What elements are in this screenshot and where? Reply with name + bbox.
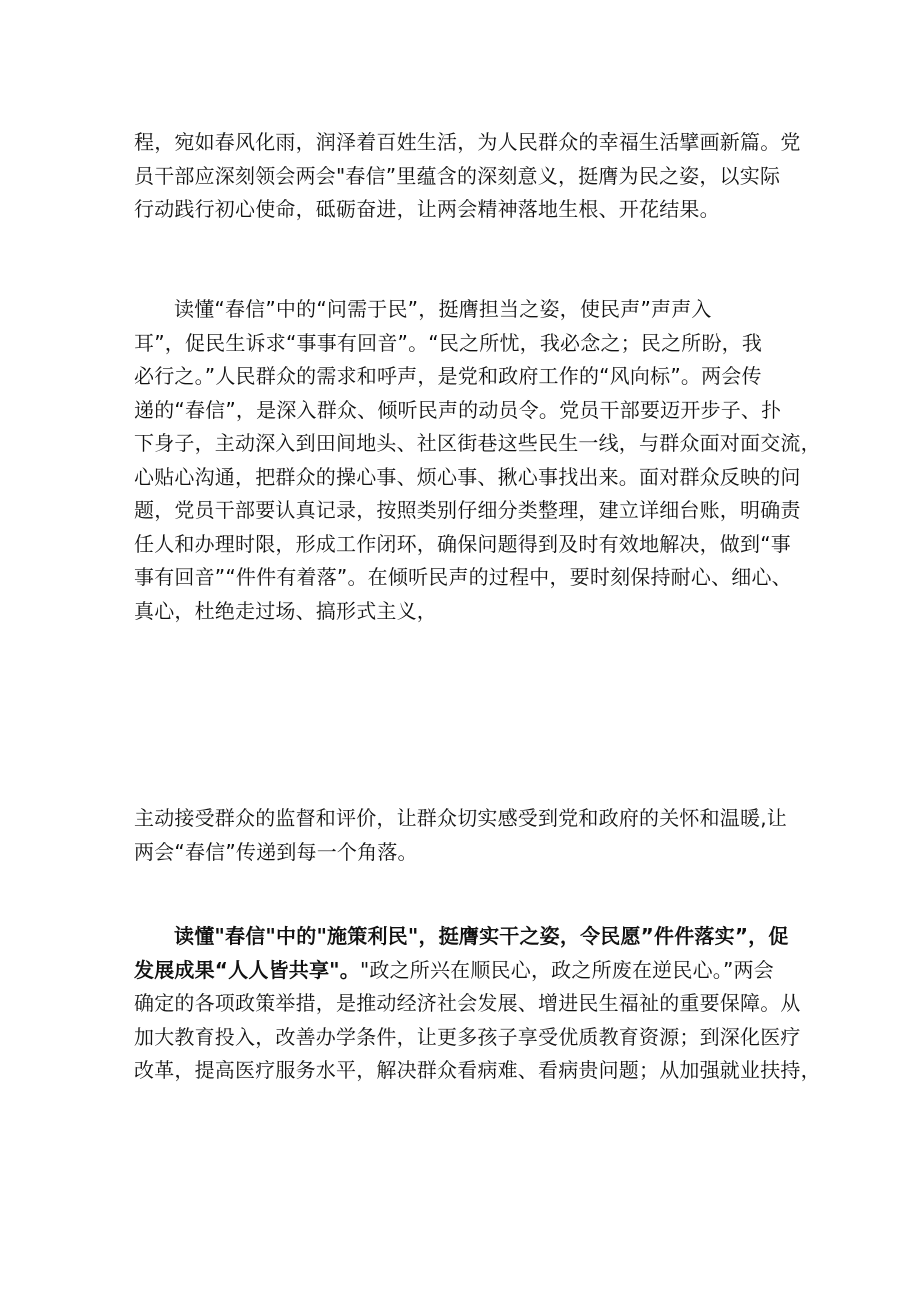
paragraph-4 xyxy=(134,920,821,1088)
paragraph-2 xyxy=(134,293,821,628)
mixed-line xyxy=(134,954,794,988)
heading-line: 读懂"春信"中的"施策利民"，挺膺实干之姿，令民愿”件件落实”，促 xyxy=(174,924,789,948)
text-line: 确定的各项政策举措，是推动经济社会发展、增进民生福祉的重要保障。从 xyxy=(134,991,801,1015)
text-line: 耳”，促民生诉求“事事有回音”。“民之所忧，我必念之；民之所盼，我 xyxy=(134,330,763,355)
text-line: 递的“春信”，是深入群众、倾听民声的动员令。党员干部要迈开步子、扑 xyxy=(134,397,782,422)
text-line: 行动践行初心使命，砥砺奋进，让两会精神落地生根、开花结果。 xyxy=(134,197,720,221)
quote-text: "政之所兴在顺民心，政之所废在逆民心。”两会 xyxy=(359,957,774,982)
text-line: 下身子，主动深入到田间地头、社区街巷这些民生一线，与群众面对面交流， xyxy=(134,431,821,455)
paragraph-1 xyxy=(134,126,801,227)
heading-line-end: 发展成果“人人皆共享"。 xyxy=(134,957,360,982)
text-line: 员干部应深刻领会两会"春信”里蕴含的深刻意义，挺膺为民之姿，以实际 xyxy=(134,163,781,188)
text-line: 真心，杜绝走过场、搞形式主义， xyxy=(134,598,437,623)
text-line: 题，党员干部要认真记录，按照类别仔细分类整理，建立详细台账，明确责 xyxy=(134,498,801,522)
text-line: 程，宛如春风化雨，润泽着百姓生活，为人民群众的幸福生活擘画新篇。党 xyxy=(134,130,801,154)
text-line: 读懂“春信”中的“问需于民”，挺膺担当之姿，使民声”声声入 xyxy=(174,297,712,321)
text-line: 必行之。”人民群众的需求和呼声，是党和政府工作的“风向标”。两会传 xyxy=(134,364,762,388)
paragraph-3 xyxy=(134,802,794,869)
text-line: 任人和办理时限，形成工作闭环，确保问题得到及时有效地解决，做到“事 xyxy=(134,531,791,556)
text-line: 事有回音”“件件有着落”。在倾听民声的过程中，要时刻保持耐心、细心、 xyxy=(134,565,792,589)
text-line: 心贴心沟通，把群众的操心事、烦心事、揪心事找出来。面对群众反映的问 xyxy=(134,464,801,489)
text-line: 改革，提高医疗服务水平，解决群众看病难、看病贵问题；从加强就业扶持， xyxy=(134,1058,821,1082)
text-line: 两会“春信”传递到每一个角落。 xyxy=(134,839,418,864)
text-line: 加大教育投入，改善办学条件，让更多孩子享受优质教育资源；到深化医疗 xyxy=(134,1024,801,1049)
text-line: 主动接受群众的监督和评价，让群众切实感受到党和政府的关怀和温暖,让 xyxy=(134,806,787,830)
